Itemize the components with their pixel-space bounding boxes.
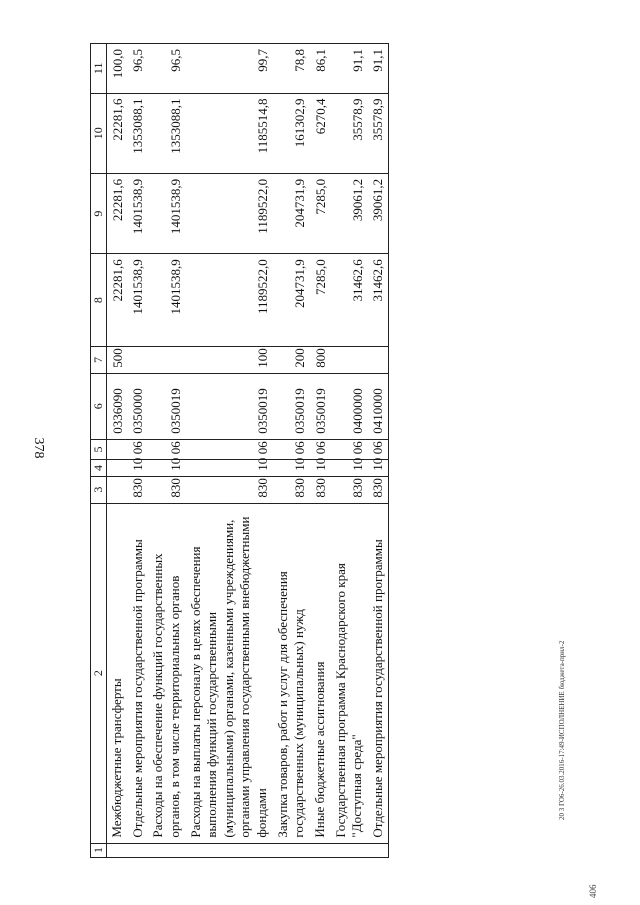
cell-c3: 830 xyxy=(331,476,368,503)
cell-c7 xyxy=(128,346,149,373)
row-name: Расходы на обеспечение функций государственных органов, в том числе территориальных органов xyxy=(148,503,185,843)
page-number: 378 xyxy=(31,437,46,459)
budget-table xyxy=(90,43,389,858)
cell-c3 xyxy=(107,476,128,503)
cell-c8: 1189522,0 xyxy=(186,254,273,347)
cell-c4: 10 xyxy=(331,460,368,476)
row-name: Закупка товаров, работ и услуг для обеспечения государственных (муниципальных) нужд xyxy=(273,503,310,843)
column-header: 7 xyxy=(91,346,107,373)
cell-c9: 39061,2 xyxy=(331,173,368,253)
cell-c11: 91,1 xyxy=(331,44,368,94)
row-name: Иные бюджетные ассигнования xyxy=(310,503,331,843)
row-name: Государственная программа Краснодарского края "Доступная среда" xyxy=(331,503,368,843)
cell-c4: 10 xyxy=(273,460,310,476)
cell-c8: 7285,0 xyxy=(310,254,331,347)
document-footer: 20 З ГО6-26.03.2016-17:49-ИСПОЛНЕНИЕ бюджета-прил-2 xyxy=(558,640,566,820)
column-header: 11 xyxy=(91,44,107,94)
cell-c9: 39061,2 xyxy=(368,173,389,253)
column-header: 1 xyxy=(91,843,107,857)
cell-c5: 06 xyxy=(310,439,331,460)
row-name: Отдельные мероприятия государственной программы xyxy=(368,503,389,843)
column-header: 5 xyxy=(91,439,107,460)
cell-c9: 1189522,0 xyxy=(186,173,273,253)
cell-c6: 0350019 xyxy=(186,373,273,439)
row-name: Расходы на выплаты персоналу в целях обеспечения выполнения функций государственными (муниципальными) органами, казенными учреждениями, органами управления государственными внебюджетными фондами xyxy=(186,503,273,843)
cell-c4: 10 xyxy=(368,460,389,476)
cell-c7: 100 xyxy=(186,346,273,373)
cell-c6: 0410000 xyxy=(368,373,389,439)
cell-c11: 100,0 xyxy=(107,44,128,94)
cell-c5: 06 xyxy=(368,439,389,460)
cell-c7: 800 xyxy=(310,346,331,373)
column-header: 4 xyxy=(91,460,107,476)
cell-c7 xyxy=(148,346,185,373)
table-row xyxy=(368,44,389,858)
cell-c8: 1401538,9 xyxy=(148,254,185,347)
column-header: 3 xyxy=(91,476,107,503)
cell-c9: 22281,6 xyxy=(107,173,128,253)
cell-c9: 1401538,9 xyxy=(148,173,185,253)
column-header: 2 xyxy=(91,503,107,843)
cell-c4: 10 xyxy=(310,460,331,476)
table-row xyxy=(148,44,185,858)
budget-table-container xyxy=(90,43,550,858)
table-row xyxy=(310,44,331,858)
cell-c8: 204731,9 xyxy=(273,254,310,347)
cell-c4: 10 xyxy=(148,460,185,476)
corner-page-mark: 406 xyxy=(588,884,598,898)
cell-c11: 96,5 xyxy=(128,44,149,94)
cell-c3: 830 xyxy=(128,476,149,503)
cell-c6: 0350019 xyxy=(310,373,331,439)
cell-c11: 78,8 xyxy=(273,44,310,94)
row-name: Отдельные мероприятия государственной программы xyxy=(128,503,149,843)
table-row xyxy=(128,44,149,858)
cell-c10: 6270,4 xyxy=(310,93,331,173)
cell-c3: 830 xyxy=(148,476,185,503)
cell-c11: 86,1 xyxy=(310,44,331,94)
cell-c5: 06 xyxy=(186,439,273,460)
column-header: 9 xyxy=(91,173,107,253)
cell-c7 xyxy=(368,346,389,373)
cell-c6: 0350019 xyxy=(148,373,185,439)
column-header: 8 xyxy=(91,254,107,347)
cell-c8: 31462,6 xyxy=(331,254,368,347)
cell-c10: 35578,9 xyxy=(368,93,389,173)
column-header: 10 xyxy=(91,93,107,173)
table-row xyxy=(331,44,368,858)
cell-c3: 830 xyxy=(273,476,310,503)
column-header: 6 xyxy=(91,373,107,439)
cell-c4: 10 xyxy=(186,460,273,476)
cell-c9: 1401538,9 xyxy=(128,173,149,253)
table-row xyxy=(273,44,310,858)
cell-c11: 91,1 xyxy=(368,44,389,94)
cell-c6: 0336090 xyxy=(107,373,128,439)
cell-c7: 200 xyxy=(273,346,310,373)
cell-c11: 96,5 xyxy=(148,44,185,94)
cell-c6: 0350000 xyxy=(128,373,149,439)
cell-c9: 204731,9 xyxy=(273,173,310,253)
cell-c10: 161302,9 xyxy=(273,93,310,173)
cell-c5: 06 xyxy=(273,439,310,460)
cell-c9: 7285,0 xyxy=(310,173,331,253)
table-row xyxy=(107,44,128,858)
cell-c8: 1401538,9 xyxy=(128,254,149,347)
cell-c8: 31462,6 xyxy=(368,254,389,347)
cell-c10: 1353088,1 xyxy=(128,93,149,173)
cell-c11: 99,7 xyxy=(186,44,273,94)
cell-c5: 06 xyxy=(128,439,149,460)
cell-c7: 500 xyxy=(107,346,128,373)
header-row xyxy=(91,44,107,858)
cell-c6: 0350019 xyxy=(273,373,310,439)
cell-c6: 0400000 xyxy=(331,373,368,439)
cell-c4: 10 xyxy=(128,460,149,476)
table-row xyxy=(186,44,273,858)
cell-c3: 830 xyxy=(186,476,273,503)
cell-c5: 06 xyxy=(148,439,185,460)
row-name: Межбюджетные трансферты xyxy=(107,503,128,843)
cell-c10: 35578,9 xyxy=(331,93,368,173)
cell-c10: 1185514,8 xyxy=(186,93,273,173)
cell-c3: 830 xyxy=(310,476,331,503)
cell-c3: 830 xyxy=(368,476,389,503)
cell-c10: 1353088,1 xyxy=(148,93,185,173)
cell-c10: 22281,6 xyxy=(107,93,128,173)
cell-c7 xyxy=(331,346,368,373)
cell-c5: 06 xyxy=(331,439,368,460)
cell-c5 xyxy=(107,439,128,460)
cell-c8: 22281,6 xyxy=(107,254,128,347)
cell-c4 xyxy=(107,460,128,476)
